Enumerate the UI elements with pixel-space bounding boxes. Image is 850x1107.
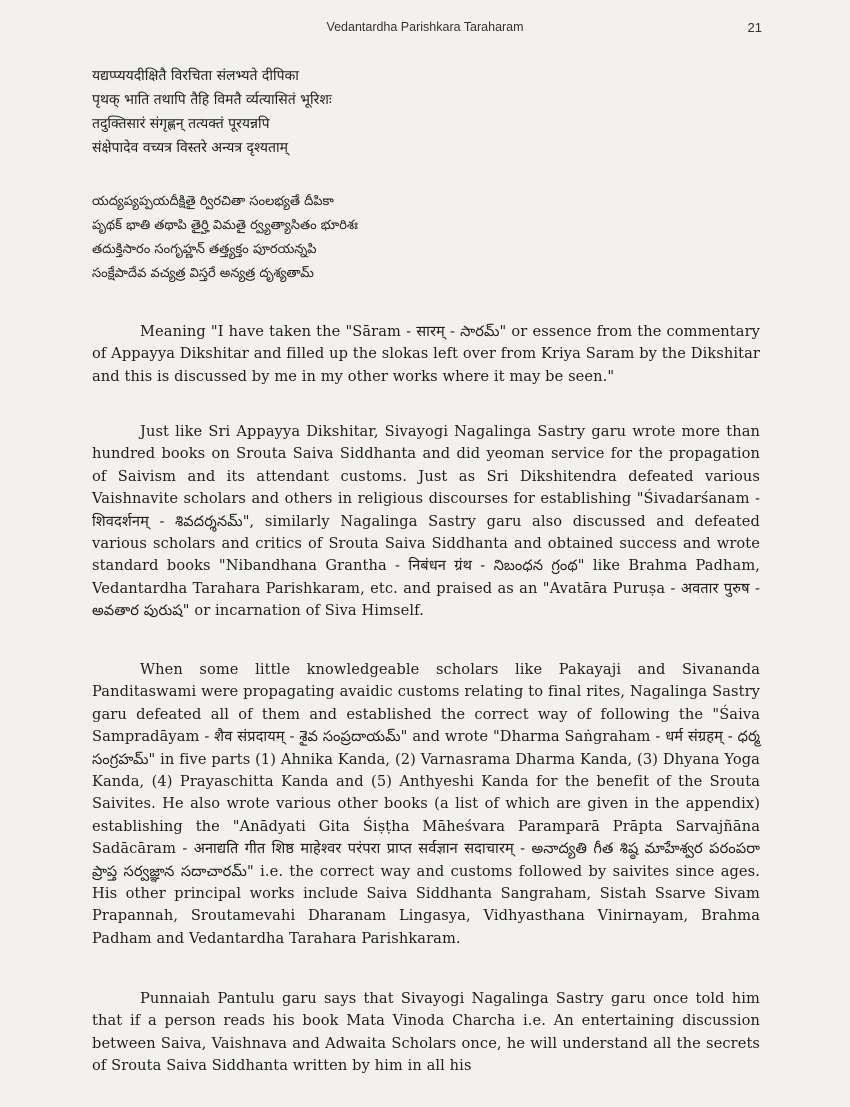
page-header — [0, 20, 850, 40]
page-number: 21 — [747, 20, 762, 35]
body-paragraph — [92, 988, 760, 1078]
paragraph-text: When some little knowledgeable scholars like Pakayaji and Sivananda Panditaswami were propagating avaidic customs relating to final rites, Nagalinga Sastry garu defeated all of them and established the correct way of following the "Śaiva Sampradāyam - शैव संप्रदायम् - శైవ సంప్రదాయమ్" and wrote "Dharma Saṅgraham - धर्म संग्रहम् - ధర్మ సంగ్రహమ్" in five parts (1) Ahnika Kanda, (2) Varnasrama Dharma Kanda, (3) Dhyana Yoga Kanda, (4) Prayaschitta Kanda and (5) Anthyeshi Kanda for the benefit of the Srouta Saivites. He also wrote various other books (a list of which are given in the appendix) establishing the "Anādyati Gita Śiṣṭha Māheśvara Paramparā Prāpta Sarvajñāna Sadācāram - अनाद्यति गीत शिष्ठ माहेश्वर परंपरा प्राप्त सर्वज्ञान सदाचारम् - అనాద్యతి గీత శిష్ఠ మాహేశ్వర పరంపరా ప్రాప్త సర్వజ్ఞాన సదాచారమ్" i.e. the correct way and customs followed by saivites since ages. His other principal works include Saiva Siddhanta Sangraham, Sistah Ssarve Sivam Prapannah, Sroutamevahi Dharanam Lingasya, Vidhyasthana Vinirnayam, Brahma Padham and Vedantardha Tarahara Parishkaram. — [92, 661, 760, 947]
meaning-paragraph — [92, 321, 760, 388]
sanskrit-verse-telugu — [92, 190, 742, 286]
body-paragraph — [92, 659, 760, 950]
verse-line: యద్యప్యప్పయదీక్షితై ర్విరచితా సంలభ్యతే దీపికా — [92, 194, 334, 209]
body-paragraph — [92, 421, 760, 623]
running-title: Vedantardha Parishkara Taraharam — [326, 20, 524, 34]
paragraph-text: Punnaiah Pantulu garu says that Sivayogi Nagalinga Sastry garu once told him that if a person reads his book Mata Vinoda Charcha i.e. An entertaining discussion between Saiva, Vaishnava and Adwaita Scholars once, he will understand all the secrets of Srouta Saiva Siddhanta written by him in all his — [92, 990, 760, 1075]
verse-line: తదుక్తిసారం సంగృహ్ణన్ తత్త్యక్తం పూరయన్నపి — [92, 242, 317, 257]
paragraph-text: Meaning "I have taken the "Sāram - सारम् - సారమ్" or essence from the commentary of Appayya Dikshitar and filled up the slokas left over from Kriya Saram by the Dikshitar and this is discussed by me in my other works where it may be seen." — [92, 323, 760, 385]
paragraph-text: Just like Sri Appayya Dikshitar, Sivayogi Nagalinga Sastry garu wrote more than hundred books on Srouta Saiva Siddhanta and did yeoman service for the propagation of Saivism and its attendant customs. Just as Sri Dikshitendra defeated various Vaishnavite scholars and others in religious discourses for establishing "Śivadarśanam - शिवदर्शनम् - శివదర్శనమ్", similarly Nagalinga Sastry garu also discussed and defeated various scholars and critics of Srouta Saiva Siddhanta and obtained success and wrote standard books "Nibandhana Grantha - निबंधन ग्रंथ - నిబంధన గ్రంథ" like Brahma Padham, Vedantardha Tarahara Parishkaram, etc. and praised as an "Avatāra Puruṣa - अवतार पुरुष - అవతార పురుష" or incarnation of Siva Himself. — [92, 423, 760, 620]
verse-line: यद्यप्प्ययदीक्षितै विरचिता संलभ्यते दीपिका — [92, 68, 299, 84]
verse-line: పృథక్ భాతి తథాపి తైర్హి విమతై ర్వ్యత్యాసితం భూరిశః — [92, 218, 358, 233]
verse-line: तदुक्तिसारं संगृह्णन् तत्यक्तं पूरयन्नपि — [92, 116, 270, 132]
sanskrit-verse-devanagari — [92, 64, 742, 160]
verse-line: संक्षेपादेव वच्यत्र विस्तरे अन्यत्र दृश्यताम् — [92, 140, 288, 156]
verse-line: पृथक् भाति तथापि तैहि विमतै र्व्यत्यासितं भूरिशः — [92, 92, 332, 108]
verse-line: సంక్షేపాదేవ వచ్యత్ర విస్తరే అన్యత్ర దృశ్యతామ్ — [92, 266, 314, 281]
